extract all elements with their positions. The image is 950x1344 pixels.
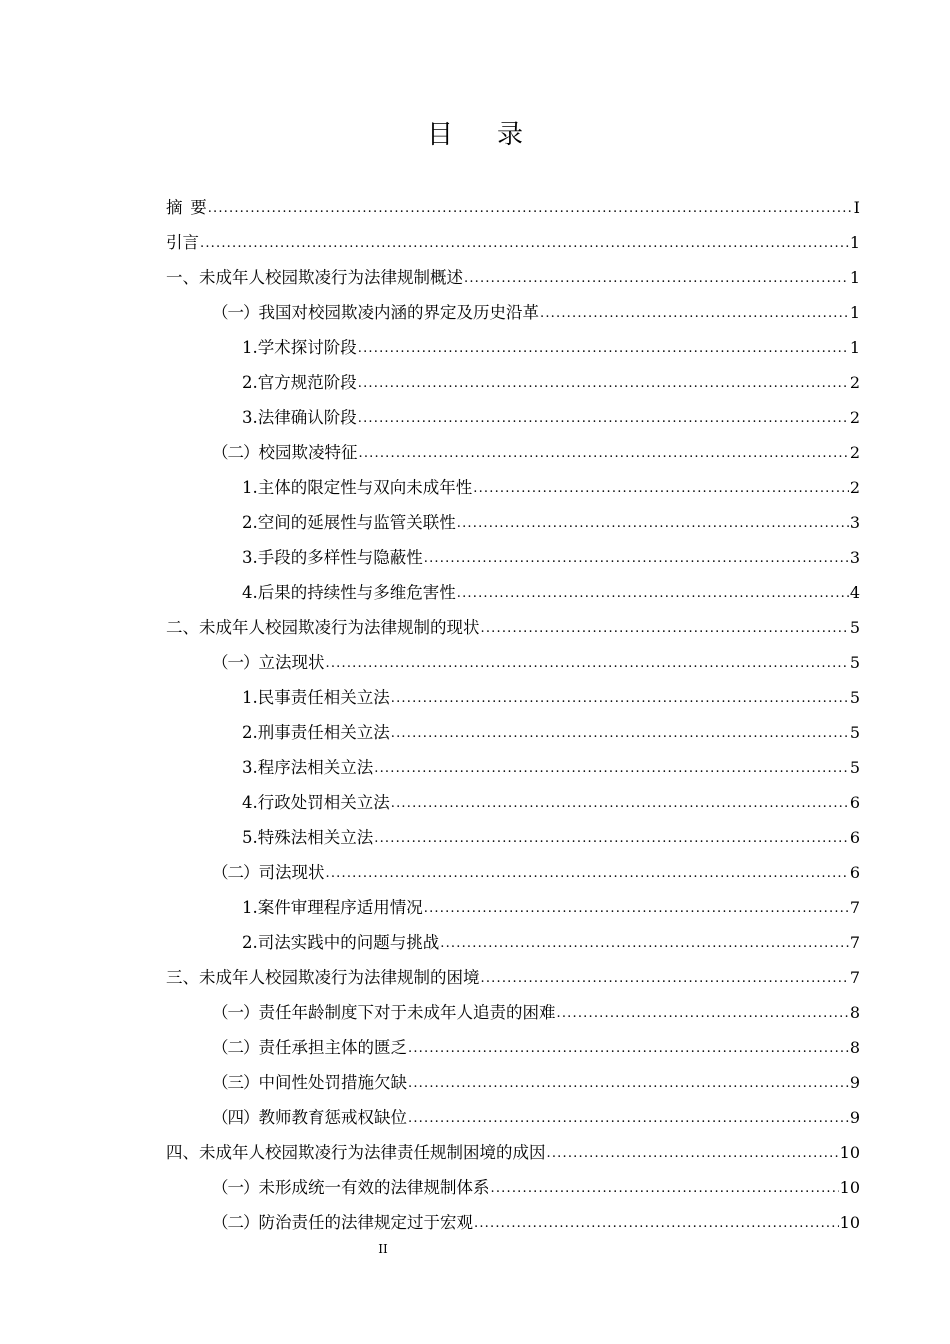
toc-entry[interactable] <box>166 260 860 295</box>
toc-entry-title: 司法实践中的问题与挑战 <box>257 933 440 952</box>
toc-entry-number: 1. <box>242 898 258 917</box>
toc-entry[interactable] <box>166 820 860 855</box>
toc-entry-number: （二） <box>212 1038 259 1057</box>
toc-entry-page: 1 <box>849 303 860 322</box>
toc-entry-title: 防治责任的法律规定过于宏观 <box>258 1213 473 1232</box>
toc-dot-leader <box>326 856 849 891</box>
toc-entry-number: （四） <box>212 1108 259 1127</box>
toc-entry-title: 未成年人校园欺凌行为法律规制概述 <box>199 268 463 287</box>
toc-entry[interactable] <box>166 400 860 435</box>
toc-entry-page: 9 <box>849 1073 860 1092</box>
toc-dot-leader <box>408 1031 849 1066</box>
toc-dot-leader <box>208 191 853 226</box>
toc-entry-title: 司法现状 <box>258 863 325 882</box>
toc-entry-number: 3. <box>242 408 258 427</box>
toc-entry-page: 2 <box>849 408 860 427</box>
toc-entry-page: I <box>853 198 860 217</box>
toc-entry-page: 3 <box>849 513 860 532</box>
toc-entry-number: （一） <box>212 303 259 322</box>
toc-entry[interactable] <box>166 225 860 260</box>
toc-dot-leader <box>391 681 849 716</box>
toc-entry[interactable] <box>166 330 860 365</box>
toc-entry[interactable] <box>166 575 860 610</box>
toc-entry-title: 立法现状 <box>258 653 325 672</box>
toc-entry-title: 未形成统一有效的法律规制体系 <box>258 1178 490 1197</box>
toc-entry-number: 2. <box>242 513 258 532</box>
toc-entry[interactable] <box>166 995 860 1030</box>
toc-entry[interactable] <box>166 960 860 995</box>
toc-entry-number: （二） <box>212 1213 259 1232</box>
toc-entry-number: （二） <box>212 863 259 882</box>
page-title <box>0 114 950 151</box>
toc-entry-page: 10 <box>839 1143 860 1162</box>
toc-entry[interactable] <box>166 715 860 750</box>
toc-entry[interactable] <box>166 435 860 470</box>
toc-entry-page: 7 <box>849 898 860 917</box>
toc-entry-title: 要 <box>190 198 207 217</box>
toc-entry-number: 1. <box>242 478 258 497</box>
table-of-contents <box>166 190 860 1240</box>
toc-entry[interactable] <box>166 925 860 960</box>
toc-entry-page: 7 <box>849 968 860 987</box>
toc-entry-page: 8 <box>849 1038 860 1057</box>
toc-entry-page: 1 <box>849 268 860 287</box>
toc-entry-page: 9 <box>849 1108 860 1127</box>
toc-entry-title: 未成年人校园欺凌行为法律规制的困境 <box>199 968 480 987</box>
toc-entry-page: 5 <box>849 723 860 742</box>
toc-entry[interactable] <box>166 365 860 400</box>
toc-entry-title: 民事责任相关立法 <box>257 688 390 707</box>
toc-dot-leader <box>481 961 849 996</box>
toc-dot-leader <box>359 436 849 471</box>
toc-entry-number: 3. <box>242 548 258 567</box>
toc-entry-page: 1 <box>849 233 860 252</box>
toc-entry-page: 1 <box>849 338 860 357</box>
toc-entry-title: 中间性处罚措施欠缺 <box>258 1073 407 1092</box>
toc-entry-page: 5 <box>849 618 860 637</box>
toc-entry[interactable] <box>166 890 860 925</box>
toc-dot-leader <box>358 401 849 436</box>
toc-entry-title: 程序法相关立法 <box>257 758 374 777</box>
toc-dot-leader <box>358 366 849 401</box>
toc-entry-number: （三） <box>212 1073 259 1092</box>
toc-dot-leader <box>557 996 849 1031</box>
toc-entry-number: 3. <box>242 758 258 777</box>
toc-entry-page: 6 <box>849 828 860 847</box>
toc-entry-title: 教师教育惩戒权缺位 <box>258 1108 407 1127</box>
toc-dot-leader <box>481 611 849 646</box>
toc-entry[interactable] <box>166 295 860 330</box>
toc-entry-number: （二） <box>212 443 259 462</box>
toc-entry-title: 官方规范阶段 <box>257 373 357 392</box>
toc-entry[interactable] <box>166 855 860 890</box>
toc-entry-number: 1. <box>242 338 258 357</box>
toc-entry-number: 摘 <box>166 198 183 217</box>
toc-entry-page: 5 <box>849 688 860 707</box>
toc-dot-leader <box>326 646 849 681</box>
toc-entry-title: 未成年人校园欺凌行为法律责任规制困境的成因 <box>199 1143 546 1162</box>
toc-entry-page: 5 <box>849 653 860 672</box>
toc-entry-title: 责任承担主体的匮乏 <box>258 1038 407 1057</box>
toc-entry-title: 行政处罚相关立法 <box>257 793 390 812</box>
toc-entry-title: 手段的多样性与隐蔽性 <box>257 548 423 567</box>
toc-entry-page: 10 <box>839 1178 860 1197</box>
toc-dot-leader <box>491 1171 839 1206</box>
toc-dot-leader <box>457 576 849 611</box>
toc-entry-title: 后果的持续性与多维危害性 <box>257 583 456 602</box>
toc-entry-title: 学术探讨阶段 <box>257 338 357 357</box>
toc-dot-leader <box>473 471 849 506</box>
toc-entry-title: 引言 <box>166 233 199 252</box>
toc-dot-leader <box>424 541 849 576</box>
toc-entry[interactable] <box>166 1030 860 1065</box>
toc-dot-leader <box>424 891 849 926</box>
toc-entry-page: 7 <box>849 933 860 952</box>
toc-entry[interactable] <box>166 610 860 645</box>
toc-entry-number: 4. <box>242 583 258 602</box>
toc-dot-leader <box>374 821 849 856</box>
toc-entry[interactable] <box>166 1170 860 1205</box>
toc-entry-page: 8 <box>849 1003 860 1022</box>
toc-entry-page: 6 <box>849 793 860 812</box>
toc-entry-page: 10 <box>839 1213 860 1232</box>
toc-entry[interactable] <box>166 1135 860 1170</box>
toc-entry-number: 四、 <box>166 1143 199 1162</box>
toc-entry-title: 刑事责任相关立法 <box>257 723 390 742</box>
toc-entry[interactable] <box>166 750 860 785</box>
toc-dot-leader <box>457 506 849 541</box>
toc-entry-title: 主体的限定性与双向未成年性 <box>257 478 473 497</box>
toc-entry[interactable] <box>166 680 860 715</box>
toc-entry-number: 5. <box>242 828 258 847</box>
toc-entry-title: 空间的延展性与监管关联性 <box>257 513 456 532</box>
toc-dot-leader <box>358 331 849 366</box>
toc-entry-title: 特殊法相关立法 <box>257 828 374 847</box>
toc-dot-leader <box>200 226 849 261</box>
toc-entry-number: 一、 <box>166 268 199 287</box>
toc-entry[interactable] <box>166 1205 860 1240</box>
toc-entry[interactable] <box>166 1100 860 1135</box>
toc-entry-title: 校园欺凌特征 <box>258 443 358 462</box>
toc-entry-page: 2 <box>849 373 860 392</box>
toc-entry-number: （一） <box>212 653 259 672</box>
toc-entry-number: 2. <box>242 723 258 742</box>
toc-entry-page: 2 <box>849 478 860 497</box>
title-char-2: 录 <box>497 120 524 150</box>
toc-entry-title: 法律确认阶段 <box>257 408 357 427</box>
toc-entry-title: 责任年龄制度下对于未成年人追责的困难 <box>258 1003 556 1022</box>
toc-dot-leader <box>440 926 849 961</box>
toc-entry[interactable] <box>166 190 860 225</box>
toc-entry-number: 三、 <box>166 968 199 987</box>
toc-entry-number: 4. <box>242 793 258 812</box>
toc-entry-number: 二、 <box>166 618 199 637</box>
toc-entry-number: （一） <box>212 1003 259 1022</box>
toc-dot-leader <box>464 261 849 296</box>
toc-entry-page: 3 <box>849 548 860 567</box>
toc-entry-page: 5 <box>849 758 860 777</box>
toc-entry-title: 我国对校园欺凌内涵的界定及历史沿革 <box>258 303 539 322</box>
toc-dot-leader <box>391 716 849 751</box>
toc-entry-page: 6 <box>849 863 860 882</box>
toc-entry-page: 4 <box>849 583 860 602</box>
toc-dot-leader <box>408 1066 849 1101</box>
toc-entry-page: 2 <box>849 443 860 462</box>
toc-dot-leader <box>540 296 849 331</box>
title-char-1: 目 <box>426 120 453 150</box>
toc-entry[interactable] <box>166 785 860 820</box>
toc-dot-leader <box>374 751 849 786</box>
toc-entry-number: 1. <box>242 688 258 707</box>
toc-dot-leader <box>408 1101 849 1136</box>
toc-dot-leader <box>474 1206 839 1241</box>
toc-entry-number: （一） <box>212 1178 259 1197</box>
toc-entry[interactable] <box>166 645 860 680</box>
toc-entry[interactable] <box>166 505 860 540</box>
toc-entry-number: 2. <box>242 933 258 952</box>
toc-dot-leader <box>547 1136 839 1171</box>
toc-entry[interactable] <box>166 540 860 575</box>
toc-entry[interactable] <box>166 1065 860 1100</box>
toc-entry[interactable] <box>166 470 860 505</box>
toc-entry-title: 未成年人校园欺凌行为法律规制的现状 <box>199 618 480 637</box>
toc-dot-leader <box>391 786 849 821</box>
toc-entry-number: 2. <box>242 373 258 392</box>
toc-entry-title: 案件审理程序适用情况 <box>257 898 423 917</box>
page-number: II <box>378 1242 388 1256</box>
